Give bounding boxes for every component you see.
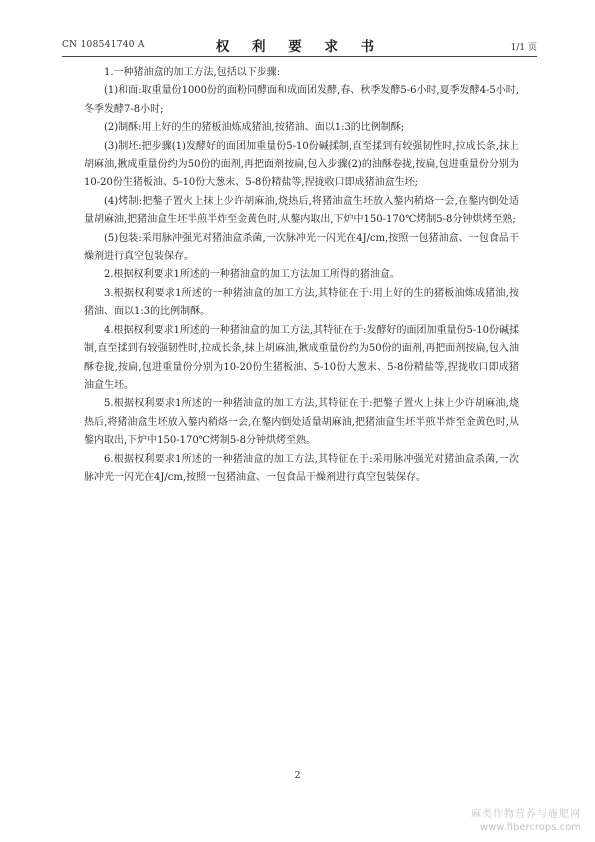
claim-4: 4.根据权利要求1所述的一种猪油盒的加工方法,其特征在于:发酵好的面团加重量份5-10份碱揉制,直至揉到有较强韧性时,拉成长条,抹上胡麻油,揪成重量份约为50份的面剂,再把面剂按扁,包入油酥卷拢,按扁,包进重量份分别为10-20份生猪板油、5-10份大葱末、5-8份精盐等,捏拢收口即成猪油盒生坯。 (84, 324, 519, 391)
document-header (62, 34, 537, 57)
claim-1-intro: 1.一种猪油盒的加工方法,包括以下步骤: (104, 67, 281, 78)
claim-1-step-2: (2)制酥:用上好的生的猪板油炼成猪油,按猪油、面以1:3的比例制酥; (104, 122, 405, 134)
claim-1-step-5: (5)包装:采用脉冲强光对猪油盒杀菌,一次脉冲光一闪光在4J/cm,按照一包猪油盒、一包食品干燥剂进行真空包装保存。 (84, 232, 519, 263)
watermark-site-name: 麻类作物营养与施肥网 (471, 809, 581, 820)
watermark-url: www.fibercrops.com (479, 822, 581, 833)
publication-number: CN 108541740 A (62, 40, 145, 50)
page-indicator: 1/1 页 (510, 43, 537, 53)
claim-5: 5.根据权利要求1所述的一种猪油盒的加工方法,其特征在于:把鏊子置火上抹上少许胡麻油,烧热后,将猪油盒生坯放入鏊内稍烙一会,在鏊内倒处适量胡麻油,把猪油盒生坯半煎半炸至金黄色时,从鏊内取出,下炉中150-170℃烤制5-8分钟烘烤至熟。 (84, 398, 519, 447)
claim-3: 3.根据权利要求1所述的一种猪油盒的加工方法,其特征在于:用上好的生的猪板油炼成猪油,按猪油、面以1:3的比例制酥。 (84, 287, 519, 318)
claim-1-step-1: (1)和面:取重量份1000份的面粉同酵面和成面团发酵,春、秋季发酵5-6小时,夏季发酵4-5小时,冬季发酵7-8小时; (84, 85, 519, 115)
claim-2: 2.根据权利要求1所述的一种猪油盒的加工方法加工所得的猪油盒。 (104, 269, 400, 281)
claims-body (84, 64, 519, 487)
site-watermark (471, 808, 581, 834)
claim-6: 6.根据权利要求1所述的一种猪油盒的加工方法,其特征在于:采用脉冲强光对猪油盒杀菌,一次脉冲光一闪光在4J/cm,按照一包猪油盒、一包食品干燥剂进行真空包装保存。 (84, 453, 519, 483)
claim-1-step-4: (4)烤制:把鏊子置火上抹上少许胡麻油,烧热后,将猪油盒生坯放入鏊内稍烙一会,在鏊内倒处适量胡麻油,把猪油盒生坯半煎半炸至金黄色时,从鏊内取出,下炉中150-170℃烤制5-8分钟烘烤至熟; (84, 195, 519, 226)
section-title: 权 利 要 求 书 (215, 39, 384, 55)
claim-1-step-3: (3)制坯:把步骤(1)发酵好的面团加重量份5-10份碱揉制,直至揉到有较强韧性时,拉成长条,抹上胡麻油,揪成重量份约为50份的面剂,再把面剂按扁,包入步骤(2)的油酥卷拢,按扁,包进重量份分别为10-20份生猪板油、5-10份大葱末、5-8份精盐等,捏拢收口即成猪油盒生坯; (84, 140, 519, 189)
page-number: 2 (294, 770, 301, 781)
